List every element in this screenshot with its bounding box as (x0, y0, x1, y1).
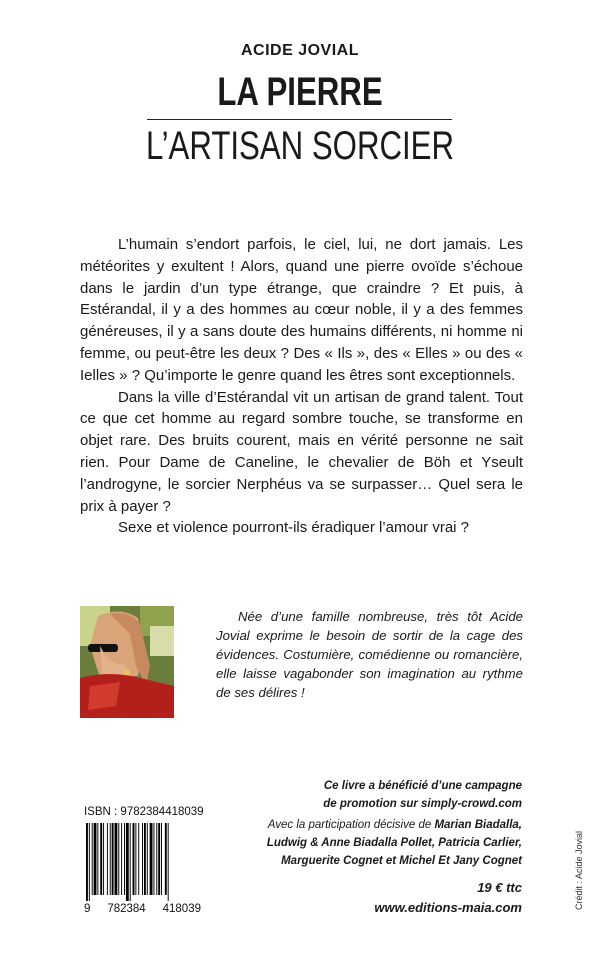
barcode-bar (168, 823, 169, 901)
contributors-note (262, 816, 522, 870)
barcode-bar (135, 823, 136, 895)
barcode-bar (112, 823, 114, 895)
barcode-bar (165, 823, 167, 895)
author-name: ACIDE JOVIAL (240, 42, 359, 59)
author-bio-text: Née d’une famille nombreuse, très tôt Acide Jovial exprime le besoin de sortir de la cage des évidences. Costumière, comédienne ou romancière, elle laisse vagabonder son imagination au rythme de ses délires ! (216, 609, 523, 700)
barcode-bar (158, 823, 160, 895)
isbn-label: ISBN : 9782384418039 (84, 806, 204, 818)
book-title-line1: LA PIERRE (217, 70, 383, 114)
title-divider (147, 119, 452, 120)
barcode-bar (138, 823, 139, 895)
barcode-bar (100, 823, 102, 895)
barcode-bar (147, 823, 148, 895)
barcode-bar (156, 823, 157, 895)
barcode-bar (97, 823, 98, 895)
barcode-bar (121, 823, 122, 895)
barcode-bar (133, 823, 135, 895)
promo-note (300, 777, 522, 813)
barcode-bar (89, 823, 90, 901)
barcode-bar (161, 823, 162, 895)
author-bio (216, 607, 523, 702)
barcode-bar (130, 823, 131, 901)
contributors-names-1: Marian Biadalla, (434, 819, 522, 831)
summary-paragraph-2: Dans la ville d’Estérandal vit un artisan de grand talent. Tout ce que cet homme au regard sombre touche, se transforme en objet rare. Des bruits courent, mais en vérité personne ne sait rien. Pour Dame de Caneline, le chevalier de Böh et Yseult l’androgyne, le sorcier Nerphéus va se surpasser… Quel sera le prix à payer ? (80, 388, 523, 515)
barcode-bar (94, 823, 97, 895)
barcode-bar (107, 823, 108, 895)
barcode-bar (144, 823, 146, 895)
barcode-bar (124, 823, 125, 895)
barcode-bar (103, 823, 104, 895)
contributors-intro: Avec la participation décisive de (267, 819, 432, 831)
barcode-bar (110, 823, 111, 895)
barcode-bar (150, 823, 153, 895)
author-photo (80, 606, 174, 718)
summary-paragraph-1: L’humain s’endort parfois, le ciel, lui, ne dort jamais. Les météorites y exultent ! Alors, quand une pierre ovoïde s’échoue dans le jardin d’un type étrange, que craindre ? Et puis, à Estérandal, il y a des hommes au cœur noble, il y a des femmes généreuses, il y a sans doute des humains différents, ni homme ni femme, ou peut-être les deux ? Des « Ils », des « Elles » ou des « Ielles » ? Qu’importe le genre quand les êtres sont exceptionnels. (80, 236, 523, 384)
photo-credit: Crédit : Acide Jovial (574, 830, 584, 910)
publisher-website: www.editions-maia.com (374, 900, 522, 915)
price-label: 19 € ttc (477, 880, 522, 895)
barcode-bar (86, 823, 88, 901)
contributors-names-3: Marguerite Cognet et Michel Et Jany Cognet (281, 855, 522, 867)
contributors-names-2: Ludwig & Anne Biadalla Pollet, Patricia Carlier, (266, 837, 522, 849)
summary-paragraph-3: Sexe et violence pourront-ils éradiquer l’amour vrai ? (118, 519, 470, 537)
book-title-line2: L’ARTISAN SORCIER (145, 124, 455, 168)
barcode-bar (115, 823, 118, 895)
barcode-digit-first: 9 (84, 903, 91, 915)
summary-text (80, 234, 523, 539)
barcode-digit-group1: 782384 (107, 903, 146, 915)
promo-line-1: Ce livre a bénéficié d’une campagne (323, 780, 522, 792)
isbn-barcode (84, 823, 199, 901)
promo-line-2: de promotion sur simply-crowd.com (323, 798, 522, 810)
barcode-bar (118, 823, 119, 895)
barcode-digits (84, 903, 201, 915)
barcode-bar (153, 823, 154, 895)
barcode-digit-group2: 418039 (162, 903, 201, 915)
barcode-bar (142, 823, 143, 895)
barcode-bar (92, 823, 93, 895)
barcode-bar (126, 823, 129, 901)
